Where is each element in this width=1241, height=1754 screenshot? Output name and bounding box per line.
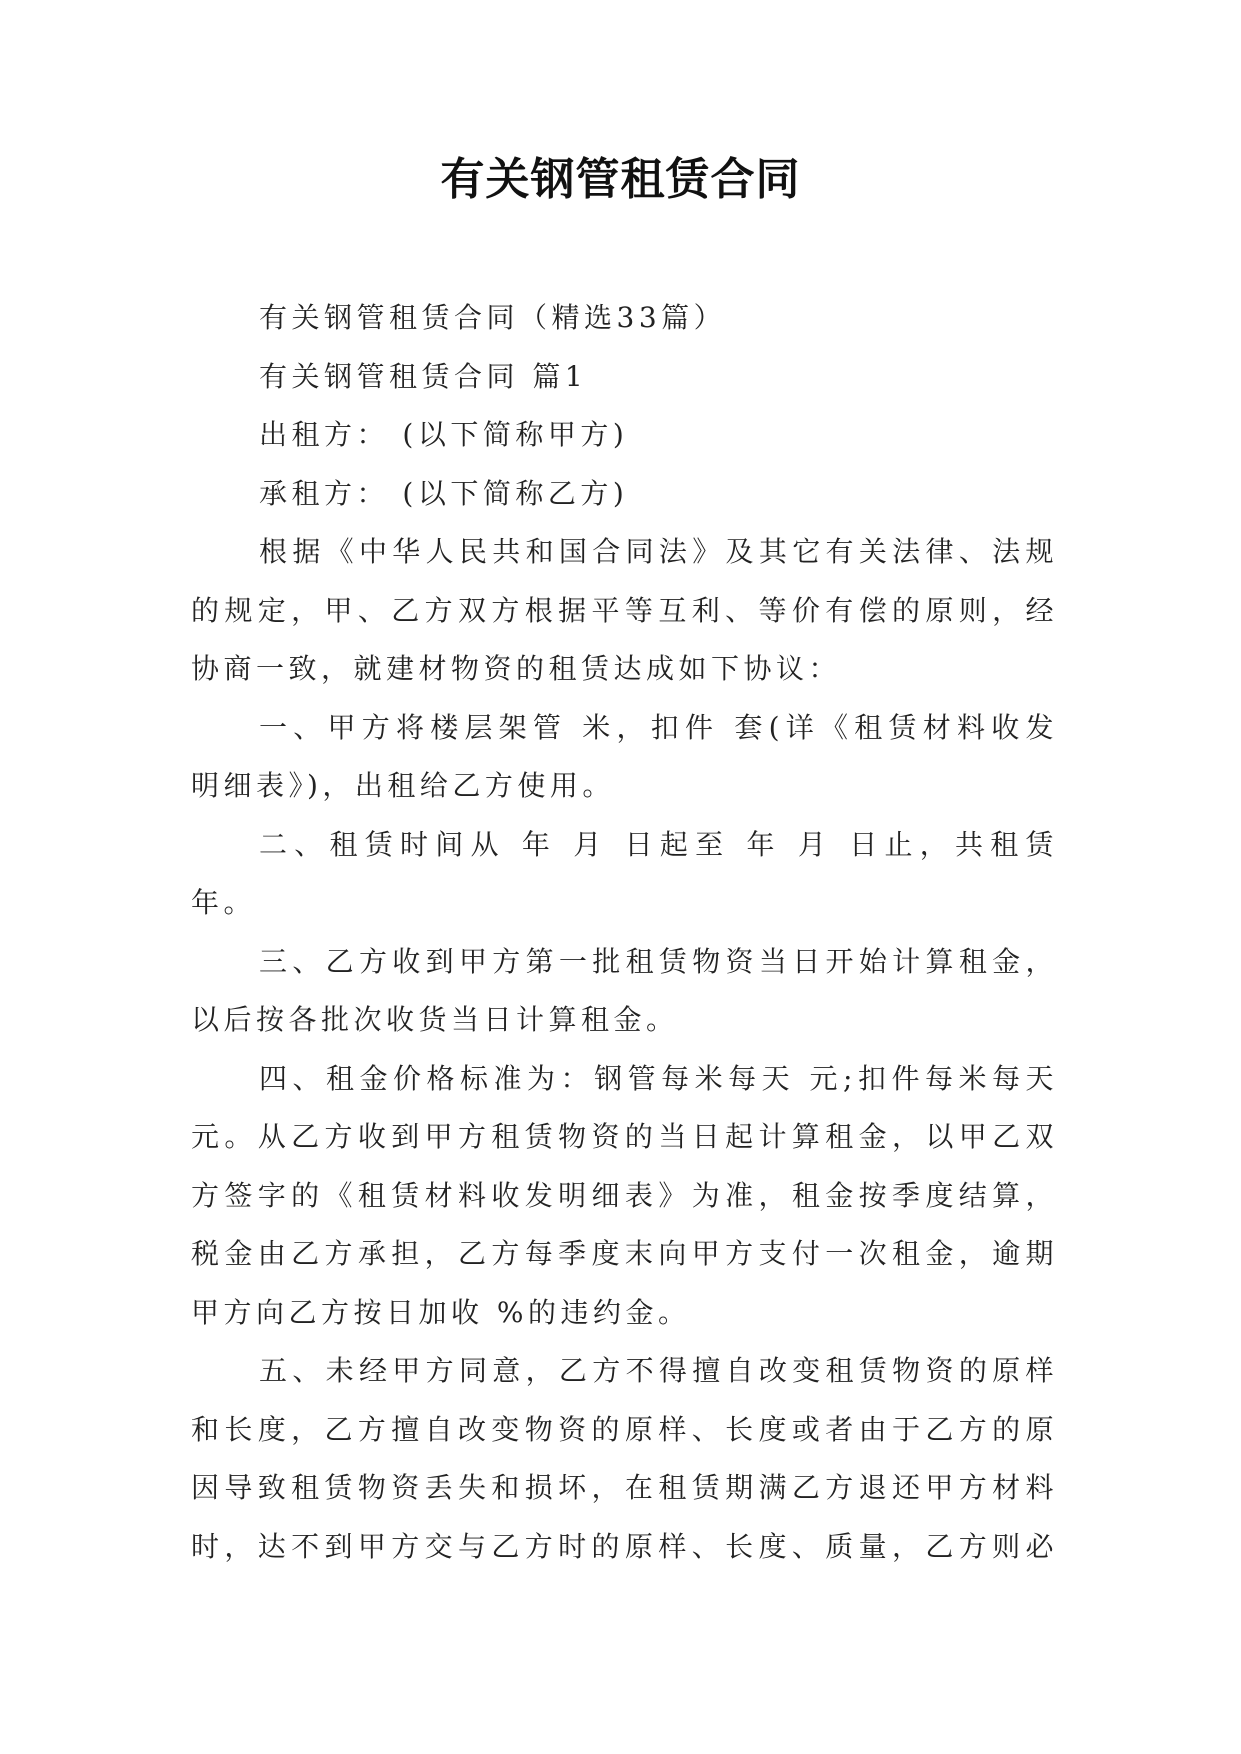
paragraph-clause-4 (191, 1050, 1058, 1343)
paragraph-clause-2 (191, 816, 1058, 933)
paragraph-line: 因导致租赁物资丢失和损坏，在租赁期满乙方退还甲方材料 (191, 1471, 1058, 1504)
paragraph-lessor (191, 406, 1058, 465)
paragraph-line: 根据《中华人民共和国合同法》及其它有关法律、法规 (259, 535, 1058, 568)
paragraph-preamble (191, 523, 1058, 699)
paragraph-section-heading (191, 348, 1058, 407)
paragraph-line: 二、租赁时间从 年 月 日起至 年 月 日止，共租赁 (259, 827, 1058, 861)
paragraph-lessee (191, 465, 1058, 524)
document-title: 有关钢管租赁合同 (440, 154, 801, 205)
paragraph-clause-3 (191, 933, 1058, 1050)
paragraph-line: 一、甲方将楼层架管 米，扣件 套(详《租赁材料收发 (259, 710, 1058, 744)
paragraph-line: 年。 (191, 886, 257, 919)
paragraph-line: 税金由乙方承担，乙方每季度末向甲方支付一次租金，逾期 (191, 1237, 1058, 1270)
paragraph-line: 三、乙方收到甲方第一批租赁物资当日开始计算租金， (259, 944, 1058, 978)
paragraph-line: 承租方： (以下简称乙方) (259, 476, 629, 510)
paragraph-line: 以后按各批次收货当日计算租金。 (191, 1003, 679, 1036)
paragraph-line: 明细表》)，出租给乙方使用。 (191, 769, 615, 802)
paragraph-line: 协商一致，就建材物资的租赁达成如下协议： (191, 652, 842, 685)
paragraph-line: 四、租金价格标准为：钢管每米每天 元;扣件每米每天 (259, 1061, 1058, 1095)
paragraph-subtitle (191, 289, 1058, 348)
paragraph-line: 元。从乙方收到甲方租赁物资的当日起计算租金，以甲乙双 (191, 1120, 1058, 1153)
paragraph-line: 出租方： (以下简称甲方) (259, 418, 629, 451)
paragraph-line: 时，达不到甲方交与乙方时的原样、长度、质量，乙方则必 (191, 1529, 1058, 1563)
paragraph-line: 甲方向乙方按日加收 %的违约金。 (191, 1295, 691, 1329)
paragraph-clause-1 (191, 699, 1058, 816)
paragraph-line: 和长度，乙方擅自改变物资的原样、长度或者由于乙方的原 (191, 1412, 1058, 1446)
paragraph-line: 五、未经甲方同意，乙方不得擅自改变租赁物资的原样 (259, 1354, 1058, 1387)
document-body (191, 289, 1058, 1576)
paragraph-line: 的规定，甲、乙方双方根据平等互利、等价有偿的原则，经 (191, 593, 1058, 627)
paragraph-line: 有关钢管租赁合同（精选33篇） (259, 301, 727, 334)
paragraph-line: 方签字的《租赁材料收发明细表》为准，租金按季度结算， (191, 1178, 1058, 1212)
paragraph-clause-5 (191, 1342, 1058, 1576)
paragraph-line: 有关钢管租赁合同 篇1 (259, 359, 588, 393)
